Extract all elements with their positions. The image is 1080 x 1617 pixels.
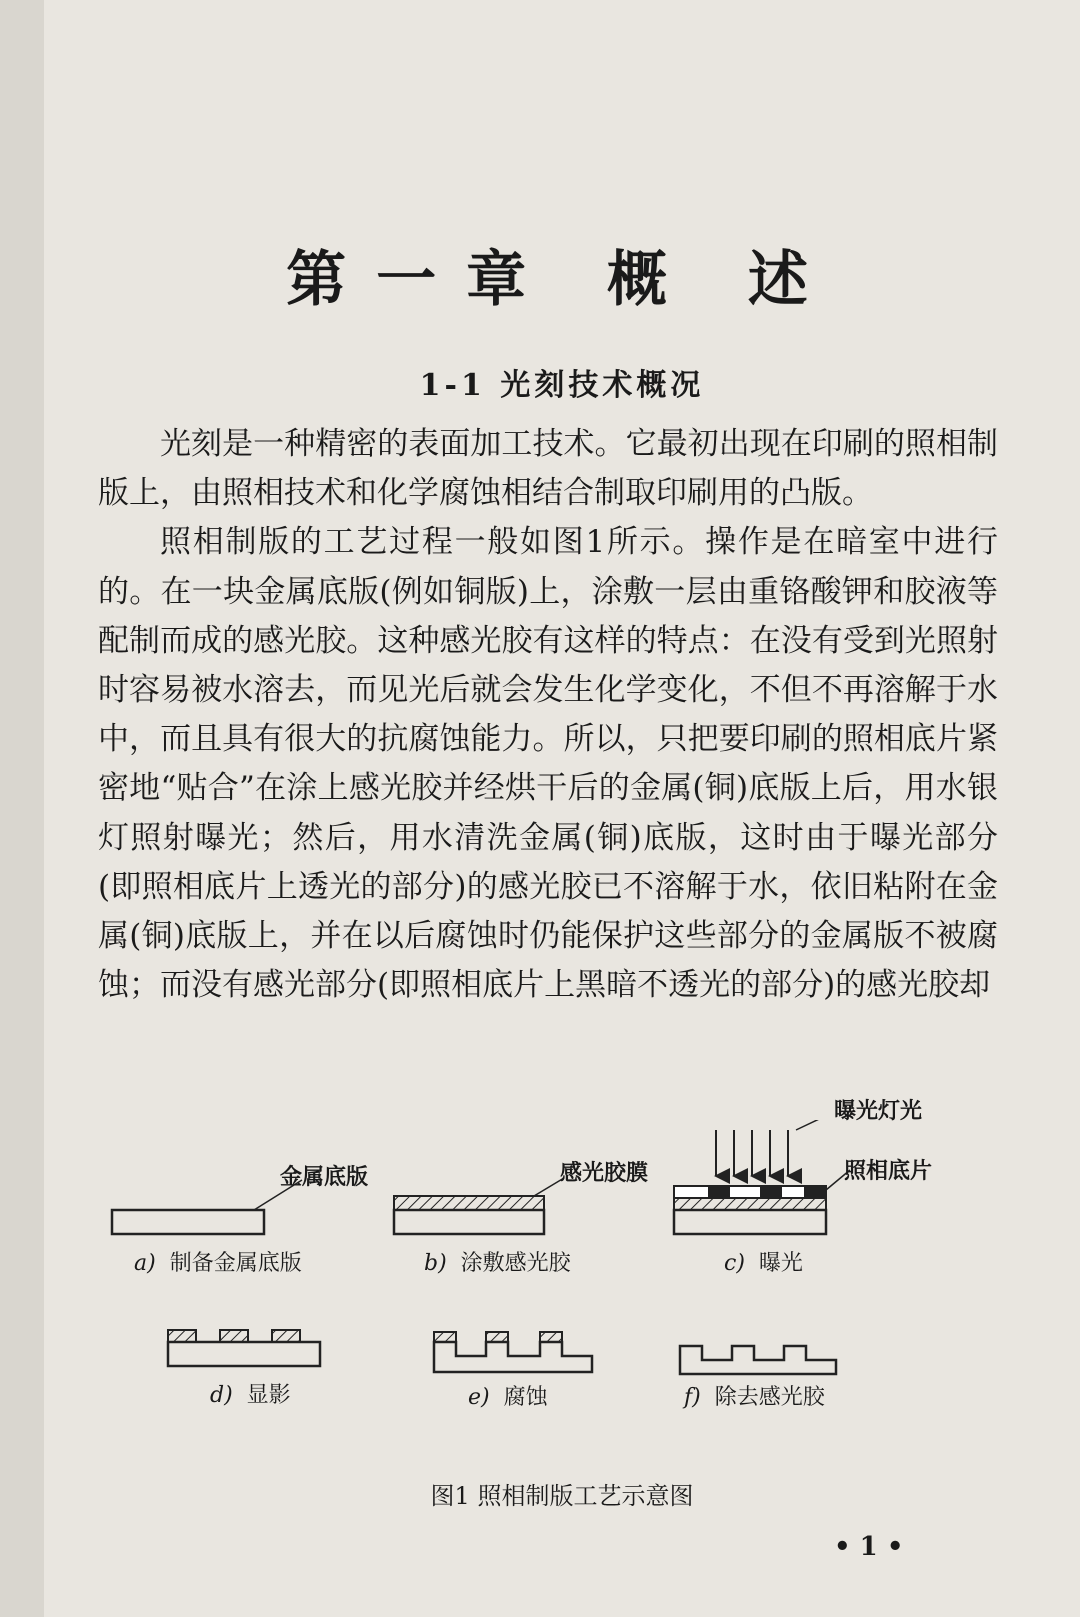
caption-f: f) 除去感光胶 xyxy=(684,1385,825,1410)
caption-e: e) 腐蚀 xyxy=(468,1385,548,1410)
caption-a: a) 制备金属底版 xyxy=(134,1251,302,1276)
label-exposure-light: 曝光灯光 xyxy=(834,1098,923,1124)
step-d-diagram xyxy=(168,1330,320,1366)
step-b-diagram xyxy=(394,1178,564,1234)
section-title: 1-1 光刻技术概况 xyxy=(419,368,705,403)
paragraph-2: 照相制版的工艺过程一般如图1所示。操作是在暗室中进行的。在一块金属底版(例如铜版)上，涂敷一层由重铬酸钾和胶液等配制而成的感光胶。这种感光胶有这样的特点：在没有受到光照射时容易被水溶去，而见光后就会发生化学变化，不但不再溶解于水中，而且具有很大的抗腐蚀能力。所以，只把要印刷的照相底片紧密地“贴合”在涂上感光胶并经烘干后的金属(铜)底版上后，用水银灯照射曝光；然后，用水清洗金属(铜)底版，这时由于曝光部分(即照相底片上透光的部分)的感光胶已不溶解于水，依旧粘附在金属(铜)底版上，并在以后腐蚀时仍能保护这些部分的金属版不被腐蚀；而没有感光部分(即照相底片上黑暗不透光的部分)的感光胶却 xyxy=(98,524,998,1004)
step-c-diagram xyxy=(674,1120,850,1234)
page-number: • 1 • xyxy=(834,1532,904,1562)
process-figure xyxy=(44,1098,1080,1520)
step-f-diagram xyxy=(680,1346,836,1374)
book-page xyxy=(44,0,1080,1617)
label-metal-base: 金属底版 xyxy=(280,1164,369,1190)
caption-c: c) 曝光 xyxy=(724,1251,803,1276)
caption-b: b) 涂敷感光胶 xyxy=(424,1251,571,1276)
step-a-diagram xyxy=(112,1180,302,1234)
chapter-title: 第一章 概 述 xyxy=(286,245,838,315)
label-photoresist-film: 感光胶膜 xyxy=(560,1160,649,1186)
step-e-diagram xyxy=(434,1332,592,1372)
label-photo-negative: 照相底片 xyxy=(844,1158,933,1184)
body-text xyxy=(98,420,998,1010)
figure-caption: 图1 照相制版工艺示意图 xyxy=(430,1482,694,1510)
paragraph-1: 光刻是一种精密的表面加工技术。它最初出现在印刷的照相制版上，由照相技术和化学腐蚀相结合制取印刷用的凸版。 xyxy=(98,426,998,512)
caption-d: d) 显影 xyxy=(210,1383,291,1408)
